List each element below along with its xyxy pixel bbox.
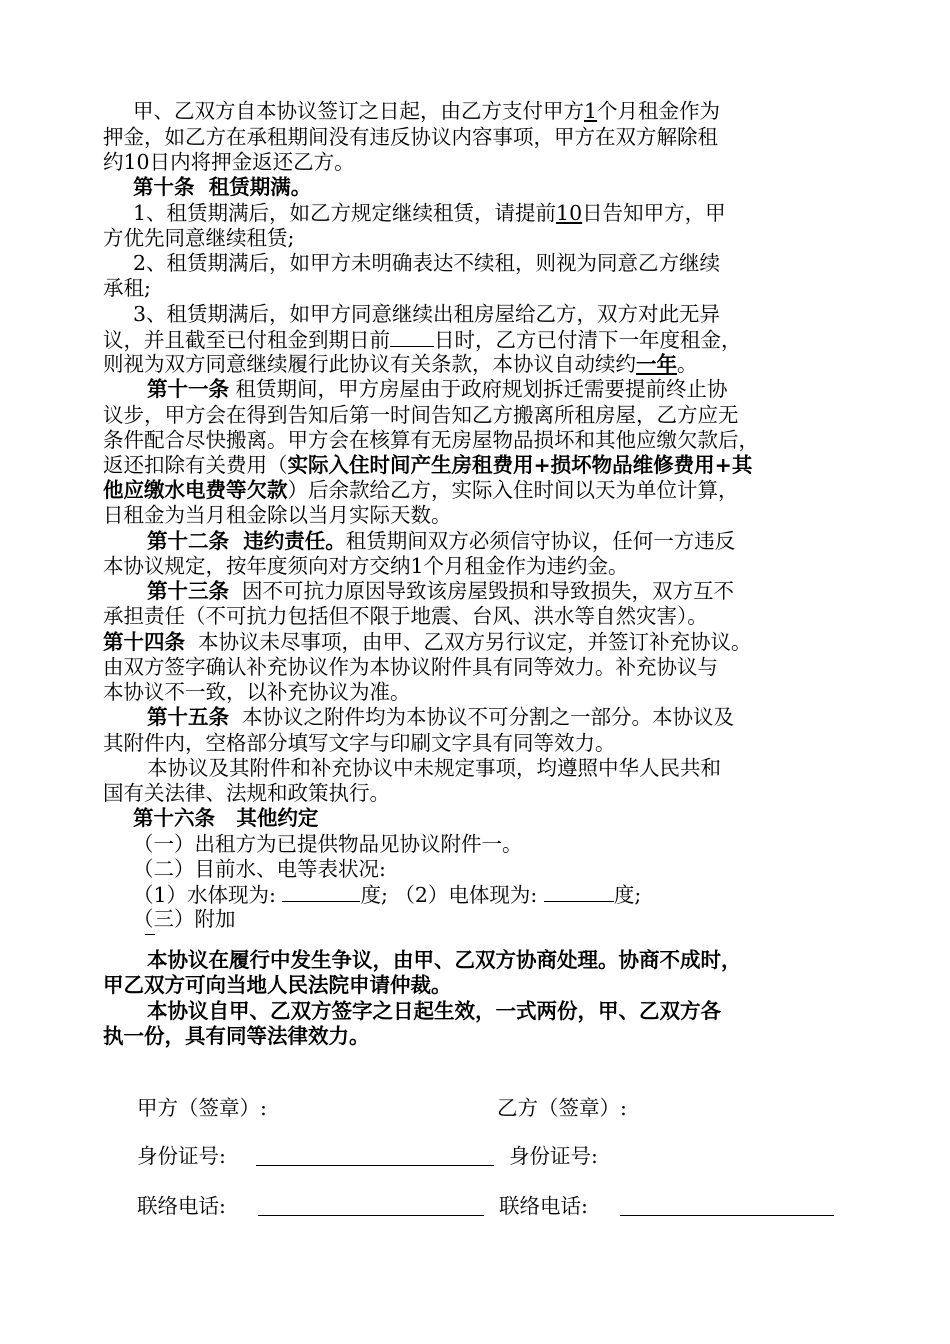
dispute-clause-2: 甲乙双方可向当地人民法院申请仲裁。 [103,973,452,997]
renewal-clause-1c: 方优先同意继续租赁; [103,226,295,250]
cursor-mark [145,934,155,935]
deposit-text-2: 押金，如乙方在承租期间没有违反协议内容事项，甲方在双方解除租 [103,125,718,149]
doc-line [0,402,950,428]
doc-line [0,427,950,453]
renewal-clause-3b-tail: 日时，乙方已付清下一年度租金， [434,328,742,352]
article-11-fees-2: 他应缴水电费等欠款 [103,478,288,502]
doc-line [0,301,950,327]
doc-line [0,250,950,276]
doc-line [0,200,950,226]
article-13-text-2: 承担责任（不可抗力包括但不限于地震、台风、洪水等自然灾害）。 [103,604,708,628]
article-10-title [0,174,950,200]
doc-line [0,1023,950,1049]
electric-meter-blank[interactable] [544,881,614,902]
doc-line [0,679,950,705]
doc-line [0,603,950,629]
renewal-clause-3: 3、租赁期满后，如甲方同意继续出租房屋给乙方，双方对此无异 [133,302,721,326]
article-14-text-3: 本协议不一致，以补充协议为准。 [103,680,411,704]
doc-line [0,654,950,680]
law-clause: 本协议及其附件和补充协议中未规定事项，均遵照中华人民共和 [147,756,721,780]
law-clause-2: 国有关法律、法规和政策执行。 [103,781,390,805]
party-a-id-label: 身份证号: [137,1144,226,1168]
doc-line [0,149,950,175]
article-15-text: 本协议之附件均为本协议不可分割之一部分。本协议及 [229,705,735,729]
renewal-clause-1b: 日告知甲方，甲 [582,201,726,225]
doc-line [0,124,950,150]
doc-line [0,755,950,781]
article-11-text-3: 条件配合尽快搬离。甲方会在核算有无房屋物品损坏和其他应缴欠款后， [103,428,759,452]
party-a-phone-label: 联络电话: [137,1194,226,1218]
party-b-phone-field[interactable] [620,1215,834,1216]
renewal-clause-3c-end: 。 [677,352,698,376]
doc-line [0,881,950,907]
doc-line [0,831,950,857]
renewal-term: 一年 [636,352,677,376]
doc-line [0,502,950,528]
article-14-heading: 第十四条 [103,630,185,654]
article-10-heading: 第十条 租赁期满。 [133,175,312,199]
party-b-seal-label: 乙方（签章）: [497,1096,627,1120]
doc-line [0,704,950,730]
electric-meter-label: 度; （2）电体现为: [360,883,544,907]
renewal-clause-3b: 议，并且截至已付租金到期日前 [103,328,390,352]
article-11-fees: 实际入住时间产生房租费用+损坏物品维修费用+其 [287,453,753,477]
article-15-text-2: 其附件内，空格部分填写文字与印刷文字具有同等效力。 [103,731,616,755]
party-b-phone-label: 联络电话: [499,1194,588,1218]
party-a-phone-field[interactable] [258,1215,484,1216]
water-meter-blank[interactable] [282,881,360,902]
doc-line [0,376,950,402]
doc-line [0,452,950,478]
deposit-text-3: 约10日内将押金返还乙方。 [103,150,355,174]
renewal-clause-3c: 则视为双方同意继续履行此协议有关条款，本协议自动续约 [103,352,636,376]
party-b-id-label: 身份证号: [509,1144,598,1168]
article-12-text: 租赁期间双方必须信守协议，任何一方违反 [345,529,736,553]
doc-line [0,351,950,377]
article-11-text-4: 返还扣除有关费用（ [103,453,288,477]
other-item-3: （三）附加 [133,907,236,931]
article-13-text: 因不可抗力原因导致该房屋毁损和导致损失，双方互不 [229,579,735,603]
article-11-text-2: 议步，甲方会在得到告知后第一时间告知乙方搬离所租房屋，乙方应无 [103,403,739,427]
doc-line [0,275,950,301]
doc-line [0,972,950,998]
article-11-text-6: 日租金为当月租金除以当月实际天数。 [103,503,452,527]
doc-line [0,225,950,251]
notice-days: 10 [556,201,583,225]
effect-clause-2: 执一份，具有同等法律效力。 [103,1024,370,1048]
deposit-text-tail: 个月租金作为 [597,99,721,123]
doc-line [0,98,950,124]
doc-line [0,477,950,503]
party-a-id-field[interactable] [256,1165,494,1166]
doc-line [0,326,950,352]
doc-line [0,856,950,882]
article-13-heading: 第十三条 [147,579,229,603]
renewal-clause-1: 1、租赁期满后，如乙方规定继续租赁，请提前 [133,201,557,225]
article-11-text-5: ）后余款给乙方，实际入住时间以天为单位计算， [287,478,739,502]
effect-clause: 本协议自甲、乙双方签字之日起生效，一式两份，甲、乙双方各 [147,999,721,1023]
article-12-heading: 第十二条 违约责任。 [147,529,346,553]
deposit-months: 1 [584,99,598,123]
doc-line [0,553,950,579]
party-a-seal-label: 甲方（签章）: [137,1096,267,1120]
deposit-text: 甲、乙双方自本协议签订之日起，由乙方支付甲方 [133,99,584,123]
article-11-heading: 第十一条 [147,377,229,401]
article-14-text: 本协议未尽事项，由甲、乙双方另行议定，并签订补充协议。 [185,630,752,654]
article-15-heading: 第十五条 [147,705,229,729]
doc-line [0,998,950,1024]
article-11-text: 租赁期间，甲方房屋由于政府规划拆迁需要提前终止协 [229,377,728,401]
article-16-heading: 第十六条 其他约定 [133,806,319,830]
renewal-clause-2: 2、租赁期满后，如甲方未明确表达不续租，则视为同意乙方继续 [133,251,721,275]
doc-line [0,906,950,932]
other-item-1: （一）出租方为已提供物品见协议附件一。 [133,832,523,856]
dispute-clause: 本协议在履行中发生争议，由甲、乙双方协商处理。协商不成时， [147,948,742,972]
doc-line [0,578,950,604]
water-meter-label: （1）水体现为: [133,883,283,907]
renewal-clause-2b: 承租; [103,276,151,300]
article-12-text-2: 本协议规定，按年度须向对方交纳1个月租金作为违约金。 [103,554,629,578]
doc-line [0,947,950,973]
doc-line [0,805,950,831]
blank-date[interactable] [390,326,434,347]
doc-line [0,528,950,554]
doc-line [0,730,950,756]
meter-unit: 度; [613,883,642,907]
other-item-2: （二）目前水、电等表状况: [133,857,386,881]
doc-line [0,780,950,806]
article-14-text-2: 由双方签字确认补充协议作为本协议附件具有同等效力。补充协议与 [103,655,718,679]
doc-line [0,629,950,655]
